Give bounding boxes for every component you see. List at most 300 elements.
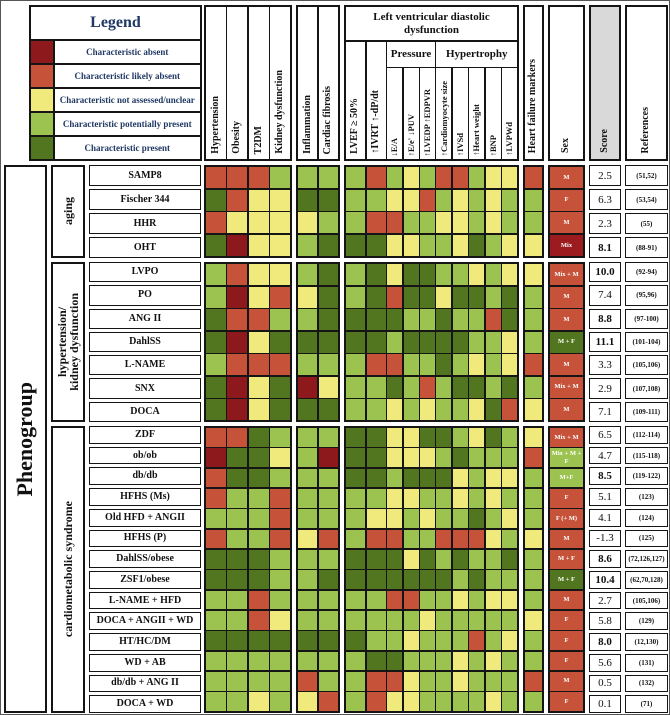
matrix-cell	[525, 167, 542, 188]
matrix-cell	[525, 591, 542, 610]
matrix-cell	[249, 692, 269, 711]
matrix-cell	[319, 287, 338, 308]
matrix-cell	[420, 212, 435, 233]
score-cell	[589, 402, 621, 422]
refs-value: (115-118)	[632, 451, 661, 460]
matrix-cell	[453, 448, 468, 467]
matrix-cell	[270, 167, 290, 188]
matrix-cell	[249, 591, 269, 610]
matrix-cell	[319, 489, 338, 508]
matrix-cell	[404, 489, 419, 508]
matrix-cell	[469, 354, 484, 375]
matrix-cell	[453, 309, 468, 330]
column-header-hypertrophy-4	[502, 68, 517, 159]
model-row-label: ZDF	[89, 426, 201, 444]
matrix-cell	[270, 354, 290, 375]
model-row-label: db/db + ANG II	[89, 675, 201, 693]
cell-block	[523, 262, 544, 422]
model-row-label: DOCA	[89, 402, 201, 422]
matrix-cell	[436, 190, 451, 211]
matrix-cell	[249, 377, 269, 398]
cell-block	[523, 165, 544, 258]
matrix-cell	[319, 550, 338, 569]
matrix-cell	[298, 309, 317, 330]
matrix-cell	[249, 570, 269, 589]
matrix-cell	[420, 469, 435, 488]
sex-value: Mix + M	[554, 433, 579, 441]
matrix-cell	[486, 212, 501, 233]
matrix-cell	[249, 428, 269, 447]
cell-block	[204, 426, 292, 713]
matrix-cell	[206, 469, 226, 488]
matrix-cell	[436, 509, 451, 528]
matrix-cell	[502, 570, 517, 589]
score-cell	[589, 426, 621, 444]
matrix-cell	[227, 332, 247, 353]
group-label	[51, 165, 85, 258]
phenogroup-axis-label	[4, 165, 47, 713]
cell-block	[204, 165, 292, 258]
matrix-cell	[404, 570, 419, 589]
score-cell	[589, 237, 621, 258]
matrix-cell	[270, 550, 290, 569]
refs-value: (112-114)	[632, 430, 661, 439]
matrix-cell	[346, 652, 365, 671]
matrix-cell	[469, 692, 484, 711]
matrix-cell	[346, 489, 365, 508]
column-header-hypertension	[206, 7, 226, 159]
sex-value: M	[563, 315, 570, 323]
matrix-cell	[404, 212, 419, 233]
model-row-label: OHT	[89, 237, 201, 258]
matrix-cell	[525, 611, 542, 630]
sex-value: M	[563, 596, 570, 604]
matrix-cell	[206, 570, 226, 589]
matrix-cell	[502, 469, 517, 488]
matrix-cell	[387, 509, 402, 528]
matrix-cell	[298, 399, 317, 420]
model-row-label: HFHS (Ms)	[89, 488, 201, 506]
matrix-cell	[404, 287, 419, 308]
matrix-cell	[249, 509, 269, 528]
matrix-cell	[319, 212, 338, 233]
model-row-label: db/db	[89, 467, 201, 485]
refs-cell	[625, 237, 668, 258]
matrix-cell	[469, 167, 484, 188]
matrix-cell	[270, 631, 290, 650]
refs-value: (109-111)	[632, 407, 661, 416]
matrix-cell	[206, 167, 226, 188]
model-row-label: HT/HC/DM	[89, 633, 201, 651]
matrix-cell	[420, 591, 435, 610]
score-value: 2.9	[598, 382, 612, 395]
matrix-cell	[319, 530, 338, 549]
header-inflammation-fibrosis-columns	[296, 5, 340, 161]
matrix-cell	[436, 570, 451, 589]
matrix-cell	[436, 287, 451, 308]
matrix-cell	[367, 332, 386, 353]
matrix-cell	[387, 377, 402, 398]
model-labels	[89, 426, 201, 713]
matrix-cell	[502, 428, 517, 447]
score-value: -1.3	[596, 532, 614, 545]
matrix-cell	[319, 692, 338, 711]
score-cell	[589, 213, 621, 234]
matrix-cell	[319, 591, 338, 610]
score-value: 8.6	[598, 553, 612, 566]
matrix-cell	[502, 287, 517, 308]
matrix-cell	[453, 570, 468, 589]
matrix-cell	[249, 448, 269, 467]
refs-value: (132)	[638, 679, 655, 688]
matrix-cell	[227, 489, 247, 508]
matrix-cell	[420, 399, 435, 420]
matrix-cell	[270, 672, 290, 691]
matrix-cell	[453, 591, 468, 610]
column-header-pressure-1-text: ↑E/e' ↓PUV	[405, 113, 416, 156]
score-value: 2.5	[598, 169, 612, 182]
sex-cell	[550, 332, 583, 353]
matrix-cell	[227, 692, 247, 711]
matrix-cell	[486, 399, 501, 420]
sex-value: M+F	[559, 474, 574, 482]
matrix-cell	[319, 167, 338, 188]
sex-cell	[550, 264, 583, 285]
matrix-cell	[367, 489, 386, 508]
matrix-cell	[387, 264, 402, 285]
column-header-t2dm-text: T2DM	[252, 125, 264, 154]
matrix-cell	[346, 509, 365, 528]
matrix-cell	[249, 212, 269, 233]
score-value: 5.8	[598, 615, 612, 628]
column-header-lvef	[346, 42, 365, 160]
matrix-cell	[206, 591, 226, 610]
matrix-cell	[387, 611, 402, 630]
matrix-cell	[387, 448, 402, 467]
matrix-cell	[298, 264, 317, 285]
matrix-cell	[436, 652, 451, 671]
matrix-cell	[249, 631, 269, 650]
column-header-inflammation	[298, 7, 317, 159]
matrix-cell	[525, 309, 542, 330]
matrix-cell	[469, 428, 484, 447]
legend-swatch-P	[31, 113, 53, 136]
refs-value: (95,96)	[636, 291, 657, 300]
sex-cell	[550, 354, 583, 375]
model-row-label: Fischer 344	[89, 189, 201, 210]
matrix-cell	[486, 377, 501, 398]
sex-cell	[550, 550, 583, 569]
sex-cell	[550, 489, 583, 508]
model-row-label: ANG II	[89, 309, 201, 329]
refs-value: (105,106)	[632, 596, 661, 605]
matrix-cell	[227, 509, 247, 528]
score-cell	[589, 262, 621, 282]
matrix-cell	[404, 167, 419, 188]
sex-value: Mix + M	[554, 383, 579, 391]
matrix-cell	[206, 287, 226, 308]
matrix-cell	[436, 332, 451, 353]
matrix-cell	[227, 591, 247, 610]
matrix-cell	[420, 631, 435, 650]
model-row-label: L-NAME	[89, 355, 201, 375]
matrix-cell	[404, 448, 419, 467]
column-header-obesity-text: Obesity	[231, 121, 243, 154]
column-header-hypertrophy-2-text: ↑Heart weight	[471, 104, 482, 156]
matrix-cell	[346, 190, 365, 211]
score-value: 4.1	[598, 511, 612, 524]
matrix-cell	[298, 692, 317, 711]
matrix-cell	[502, 611, 517, 630]
sex-cell	[550, 287, 583, 308]
column-header-hypertrophy-0-text: ↑Cardiomyocyte size	[438, 80, 449, 156]
matrix-cell	[346, 570, 365, 589]
matrix-cell	[525, 672, 542, 691]
matrix-cell	[346, 692, 365, 711]
matrix-cell	[367, 509, 386, 528]
matrix-cell	[469, 332, 484, 353]
matrix-cell	[270, 469, 290, 488]
sex-cell	[550, 469, 583, 488]
matrix-cell	[206, 509, 226, 528]
matrix-cell	[486, 448, 501, 467]
matrix-cell	[346, 212, 365, 233]
matrix-cell	[387, 399, 402, 420]
matrix-cell	[270, 332, 290, 353]
matrix-cell	[367, 212, 386, 233]
column-header-obesity	[227, 7, 247, 159]
matrix-cell	[453, 509, 468, 528]
refs-cell	[625, 488, 668, 506]
matrix-cell	[206, 399, 226, 420]
model-row-label: HFHS (P)	[89, 530, 201, 548]
matrix-cell	[404, 550, 419, 569]
matrix-cell	[404, 354, 419, 375]
cell-block	[296, 262, 340, 422]
sex-cell	[550, 692, 583, 711]
matrix-cell	[436, 264, 451, 285]
matrix-cell	[486, 354, 501, 375]
model-row-label: L-NAME + HFD	[89, 592, 201, 610]
matrix-cell	[387, 190, 402, 211]
matrix-cell	[486, 672, 501, 691]
legend-item-label: Characteristic not assessed/unclear	[55, 89, 201, 112]
matrix-cell	[249, 309, 269, 330]
column-header-kidney-dysfunction	[270, 7, 290, 159]
matrix-cell	[502, 167, 517, 188]
matrix-cell	[346, 287, 365, 308]
matrix-cell	[486, 591, 501, 610]
matrix-cell	[453, 611, 468, 630]
sex-value: F	[564, 494, 569, 502]
refs-value: (92-94)	[636, 268, 657, 277]
legend-swatch-U	[31, 89, 53, 112]
matrix-cell	[367, 377, 386, 398]
sex-value: M + F	[557, 575, 576, 583]
model-row-label: HHR	[89, 213, 201, 234]
matrix-cell	[319, 448, 338, 467]
matrix-cell	[206, 672, 226, 691]
matrix-cell	[270, 428, 290, 447]
matrix-cell	[469, 652, 484, 671]
matrix-cell	[367, 652, 386, 671]
header-references	[625, 5, 668, 161]
group-label-text: aging	[60, 197, 75, 226]
matrix-cell	[436, 377, 451, 398]
matrix-cell	[420, 428, 435, 447]
matrix-cell	[319, 354, 338, 375]
matrix-cell	[469, 509, 484, 528]
score-value: 7.4	[598, 289, 612, 302]
matrix-cell	[227, 377, 247, 398]
matrix-cell	[404, 309, 419, 330]
sex-value: M	[563, 218, 570, 226]
score-value: 8.8	[598, 312, 612, 325]
matrix-cell	[525, 550, 542, 569]
model-row-label: SAMP8	[89, 165, 201, 186]
refs-cell	[625, 426, 668, 444]
matrix-cell	[346, 354, 365, 375]
score-value: 7.1	[598, 405, 612, 418]
matrix-cell	[206, 448, 226, 467]
matrix-cell	[249, 489, 269, 508]
matrix-cell	[387, 652, 402, 671]
phenogroup-text: Phenogroup	[12, 381, 38, 497]
matrix-cell	[486, 264, 501, 285]
score-value: 5.1	[598, 490, 612, 503]
matrix-cell	[502, 448, 517, 467]
matrix-cell	[206, 428, 226, 447]
matrix-cell	[486, 550, 501, 569]
refs-cell	[625, 332, 668, 352]
legend-item-label: Characteristic absent	[55, 41, 201, 64]
sex-value: Mix + M	[554, 270, 579, 278]
matrix-cell	[436, 428, 451, 447]
matrix-cell	[502, 652, 517, 671]
sex-value: M	[563, 173, 570, 181]
matrix-cell	[270, 652, 290, 671]
matrix-cell	[319, 631, 338, 650]
refs-cell	[625, 695, 668, 713]
refs-value: (129)	[638, 617, 655, 626]
cell-block	[344, 262, 519, 422]
matrix-cell	[453, 672, 468, 691]
matrix-cell	[298, 570, 317, 589]
column-header-ivrt-dpdt-text: ↑IVRT ↑-dP/dt	[370, 90, 382, 154]
matrix-cell	[367, 530, 386, 549]
header-hf-markers	[523, 5, 544, 161]
matrix-cell	[453, 264, 468, 285]
matrix-cell	[367, 692, 386, 711]
score-cell	[589, 509, 621, 527]
matrix-cell	[298, 287, 317, 308]
matrix-cell	[436, 399, 451, 420]
matrix-cell	[469, 631, 484, 650]
matrix-cell	[298, 332, 317, 353]
score-value: 2.7	[598, 594, 612, 607]
matrix-cell	[436, 167, 451, 188]
matrix-cell	[346, 550, 365, 569]
matrix-cell	[227, 287, 247, 308]
score-cell	[589, 309, 621, 329]
column-header-cardiac-fibrosis	[319, 7, 338, 159]
matrix-cell	[227, 530, 247, 549]
matrix-cell	[249, 190, 269, 211]
matrix-cell	[453, 692, 468, 711]
matrix-cell	[404, 692, 419, 711]
matrix-cell	[525, 399, 542, 420]
matrix-cell	[227, 264, 247, 285]
matrix-cell	[298, 611, 317, 630]
matrix-cell	[502, 399, 517, 420]
matrix-cell	[319, 428, 338, 447]
score-cell	[589, 165, 621, 186]
matrix-cell	[525, 190, 542, 211]
legend-item-label: Characteristic likely absent	[55, 65, 201, 88]
matrix-cell	[453, 235, 468, 256]
matrix-cell	[436, 692, 451, 711]
refs-value: (62,70,128)	[630, 575, 663, 584]
matrix-cell	[420, 287, 435, 308]
matrix-cell	[525, 448, 542, 467]
matrix-cell	[227, 550, 247, 569]
matrix-cell	[298, 377, 317, 398]
matrix-cell	[387, 631, 402, 650]
legend-item-label: Characteristic present	[55, 137, 201, 160]
sex-value: M + F	[557, 555, 576, 563]
matrix-cell	[486, 652, 501, 671]
sex-label: Sex	[560, 138, 572, 153]
matrix-cell	[469, 611, 484, 630]
sex-value: M + F	[557, 338, 576, 346]
matrix-cell	[227, 212, 247, 233]
group-label	[51, 426, 85, 713]
sex-cell	[550, 428, 583, 447]
matrix-cell	[404, 631, 419, 650]
matrix-cell	[319, 509, 338, 528]
group-label	[51, 262, 85, 422]
matrix-cell	[502, 489, 517, 508]
matrix-cell	[525, 570, 542, 589]
matrix-cell	[367, 399, 386, 420]
matrix-cell	[453, 354, 468, 375]
model-labels	[89, 165, 201, 258]
header-sex	[548, 5, 585, 161]
matrix-cell	[227, 570, 247, 589]
cell-block	[296, 165, 340, 258]
sex-cell	[550, 631, 583, 650]
matrix-cell	[346, 235, 365, 256]
matrix-cell	[206, 309, 226, 330]
matrix-cell	[346, 591, 365, 610]
model-row-label: ZSF1/obese	[89, 571, 201, 589]
score-value: 8.0	[598, 635, 612, 648]
matrix-cell	[249, 469, 269, 488]
matrix-cell	[319, 469, 338, 488]
matrix-cell	[270, 570, 290, 589]
matrix-cell	[270, 287, 290, 308]
matrix-cell	[346, 448, 365, 467]
column-header-cardiac-fibrosis-text: Cardiac fibrosis	[322, 85, 334, 154]
matrix-cell	[387, 530, 402, 549]
matrix-cell	[502, 190, 517, 211]
matrix-cell	[387, 672, 402, 691]
matrix-cell	[420, 332, 435, 353]
matrix-cell	[469, 469, 484, 488]
matrix-cell	[249, 264, 269, 285]
score-column	[589, 262, 621, 422]
score-value: 0.1	[598, 698, 612, 711]
